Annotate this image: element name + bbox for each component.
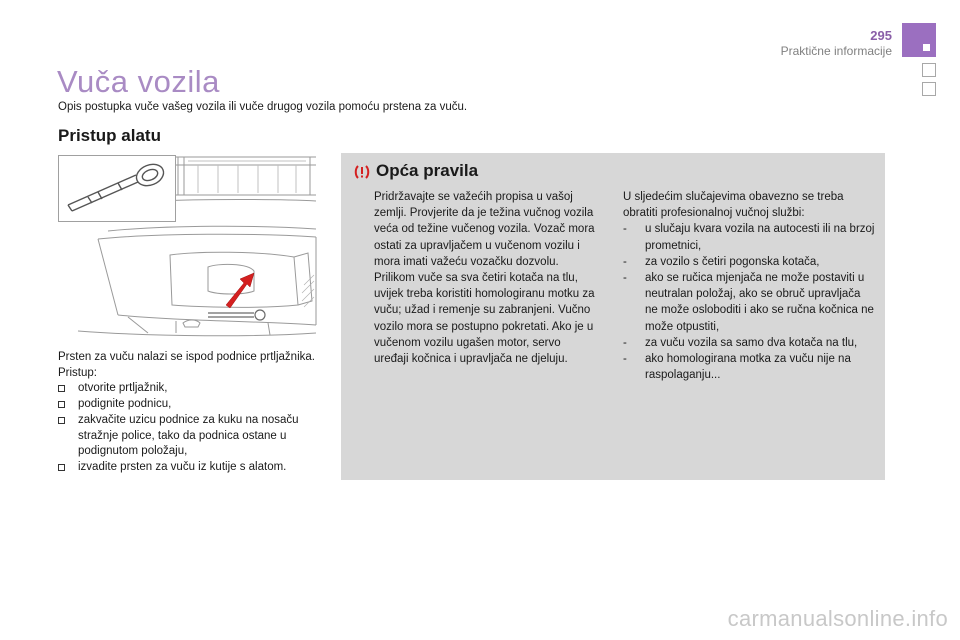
access-intro: Prsten za vuču nalazi se ispod podnice prtljažnika. xyxy=(58,351,315,363)
step-text: izvadite prsten za vuču iz kutije s alatom. xyxy=(78,460,287,473)
rules-list xyxy=(623,221,875,383)
rules-column-2 xyxy=(623,189,875,383)
list-item xyxy=(623,351,875,383)
rule-item-text: za vozilo s četiri pogonska kotača, xyxy=(645,255,820,268)
list-item xyxy=(58,397,320,413)
access-steps xyxy=(58,381,320,475)
dash-bullet: - xyxy=(623,223,627,236)
rule-item-text: ako se ručica mjenjača ne može postaviti u neutralan položaj, ako se obruč upravljača ne može osloboditi i ako se ručna kočnica ne može otpustiti, xyxy=(645,272,874,333)
list-item xyxy=(58,381,320,397)
checkbox-bullet-icon xyxy=(58,385,65,392)
list-item xyxy=(623,254,875,270)
rules-text: Pridržavajte se važećih propisa u vašoj zemlji. Provjerite da je težina vučnog vozila veća od težine vučenog vozila. Vozač mora ostati za upravljačem u vučenom vozilu i mora imati važeću vozačku dozvolu. Prilikom vuče sa sva četiri kotača na tlu, uvijek treba koristiti homologiranu motku za vuču; užad i remenje su zabranjeni. Vučno vozilo mora se postupno pokretati. Ako je u vučenom vozilu ugašen motor, servo uređaji kočnica i upravljača ne djeluju. xyxy=(374,191,595,366)
watermark: carmanualsonline.info xyxy=(727,606,948,631)
list-item xyxy=(623,335,875,351)
step-text: otvorite prtljažnik, xyxy=(78,382,168,395)
list-item xyxy=(58,413,320,460)
section-heading-access: Pristup alatu xyxy=(58,126,161,145)
trunk-illustration xyxy=(58,155,318,339)
tab-marker xyxy=(923,44,930,51)
page-subtitle: Opis postupka vuče vašeg vozila ili vuče drugog vozila pomoću prstena za vuču. xyxy=(58,101,468,113)
chapter-tab[interactable] xyxy=(922,63,936,77)
warning-icon xyxy=(354,165,370,179)
list-item xyxy=(58,460,320,476)
dash-bullet: - xyxy=(623,353,627,366)
rules-heading: Opća pravila xyxy=(376,161,479,180)
dash-bullet: - xyxy=(623,336,627,349)
chapter-tab-active[interactable] xyxy=(902,23,936,57)
dash-bullet: - xyxy=(623,255,627,268)
list-item xyxy=(623,270,875,335)
rule-item-text: za vuču vozila sa samo dva kotača na tlu, xyxy=(645,336,858,349)
dash-bullet: - xyxy=(623,272,627,285)
chapter-tab[interactable] xyxy=(922,82,936,96)
list-item xyxy=(623,221,875,253)
checkbox-bullet-icon xyxy=(58,417,65,424)
access-label: Pristup: xyxy=(58,366,97,379)
checkbox-bullet-icon xyxy=(58,401,65,408)
section-label: Praktične informacije xyxy=(780,44,892,58)
page-title: Vuča vozila xyxy=(57,64,220,99)
rule-item-text: u slučaju kvara vozila na autocesti ili na brzoj prometnici, xyxy=(645,223,875,252)
rules-intro: U sljedećim slučajevima obavezno se treba obratiti profesionalnoj vučnoj službi: xyxy=(623,191,844,220)
step-text: zakvačite uzicu podnice za kuku na nosaču stražnje police, tako da podnica ostane u podignutom položaju, xyxy=(78,413,299,458)
checkbox-bullet-icon xyxy=(58,464,65,471)
page-number: 295 xyxy=(870,28,892,43)
rule-item-text: ako homologirana motka za vuču nije na raspolaganju... xyxy=(645,353,851,382)
rules-column-1 xyxy=(374,189,596,367)
general-rules-box xyxy=(341,153,885,480)
step-text: podignite podnicu, xyxy=(78,398,172,411)
access-instructions xyxy=(58,350,320,476)
